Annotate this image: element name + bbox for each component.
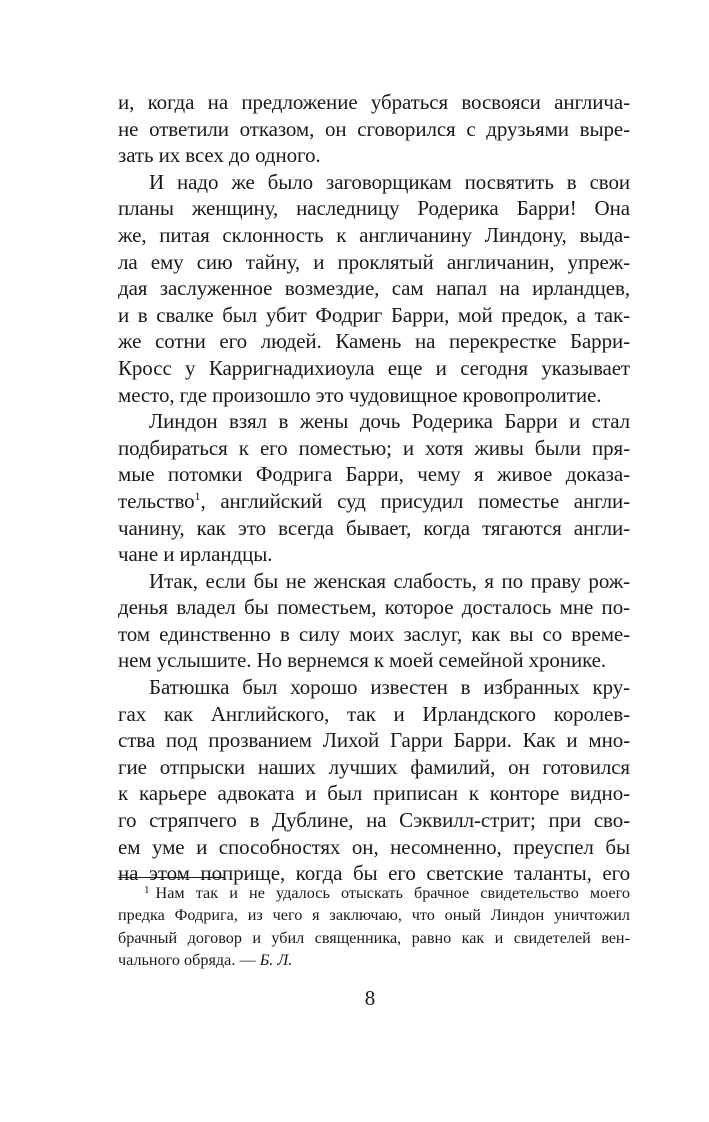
footnote-line: брачный договор и убил священника, равно как и свидетелей вен-	[118, 928, 630, 947]
text-line: на этом поприще, когда бы его светские таланты, его	[118, 861, 630, 886]
text-line: не ответили отказом, он сговорился с друзьями выре-	[118, 116, 630, 141]
text-line: же, питая склонность к англичанину Линдону, выда-	[118, 222, 630, 247]
text-line: место, где произошло это чудовищное кровопролитие.	[118, 382, 602, 407]
footnote-signature: Б. Л.	[259, 950, 293, 969]
text-line-with-footnote	[118, 488, 630, 515]
text-fragment: , английский суд присудил поместье англи-	[200, 488, 630, 513]
text-line: подбираться к его поместью; и хотя живы были пря-	[118, 435, 630, 460]
text-line: го стряпчего в Дублине, на Сэквилл-стрит; при сво-	[118, 808, 630, 833]
main-text	[118, 89, 630, 887]
text-line: чанину, как это всегда бывает, когда тягаются англи-	[118, 515, 630, 540]
text-line: Кросс у Карригнадихиоула еще и сегодня указывает	[118, 355, 630, 380]
text-line: нем услышите. Но вернемся к моей семейной хронике.	[118, 648, 607, 673]
footnote-line: предка Фодрига, из чего я заключаю, что оный Линдон уничтожил	[118, 906, 630, 925]
text-line: и в свалке был убит Фодриг Барри, мой предок, а так-	[118, 302, 630, 327]
text-line: ла ему сию тайну, и проклятый англичанин, упреж-	[118, 249, 630, 274]
text-line: ства под прозванием Лихой Гарри Барри. Как и мно-	[118, 728, 630, 753]
footnote-mark: 1	[144, 884, 150, 896]
text-line: же сотни его людей. Камень на перекрестке Барри-	[118, 329, 630, 354]
footnote	[118, 882, 630, 971]
text-line: зать их всех до одного.	[118, 143, 321, 168]
text-line: денья владел бы поместьем, которое досталось мне по-	[118, 595, 630, 620]
text-fragment: тельство	[118, 488, 195, 513]
footnote-line	[118, 882, 630, 904]
text-line: планы женщину, наследницу Родерика Барри! Она	[118, 196, 630, 221]
paragraph-start-line: Линдон взял в жены дочь Родерика Барри и стал	[149, 409, 630, 434]
text-line: и, когда на предложение убраться восвояси англича-	[118, 90, 630, 114]
text-line: ем уме и способностях он, несомненно, преуспел бы	[118, 834, 630, 859]
footnote-divider	[118, 877, 224, 878]
text-line: том единственно в силу моих заслуг, как вы со време-	[118, 621, 630, 646]
footnote-text: чального обряда. —	[118, 950, 260, 969]
footnote-reference: 1	[194, 488, 201, 503]
text-line: дая заслуженное возмездие, сам напал на ирландцев,	[118, 276, 630, 301]
text-line: к карьере адвоката и был приписан к конторе видно-	[118, 781, 630, 806]
footnote-text: Нам так и не удалось отыскать брачное свидетельство моего	[155, 884, 630, 902]
paragraph-start-line: И надо же было заговорщикам посвятить в свои	[149, 169, 630, 194]
footnote-line	[118, 949, 630, 971]
text-line: мые потомки Фодрига Барри, чему я живое доказа-	[118, 462, 630, 487]
text-line: гах как Английского, так и Ирландского королев-	[118, 701, 630, 726]
text-line: гие отпрыски наших лучших фамилий, он готовился	[118, 754, 630, 779]
text-line: чане и ирландцы.	[118, 542, 273, 567]
paragraph-start-line: Батюшка был хорошо известен в избранных кру-	[149, 675, 630, 700]
paragraph-start-line: Итак, если бы не женская слабость, я по праву рож-	[149, 568, 630, 593]
page-number: 8	[364, 986, 376, 1010]
